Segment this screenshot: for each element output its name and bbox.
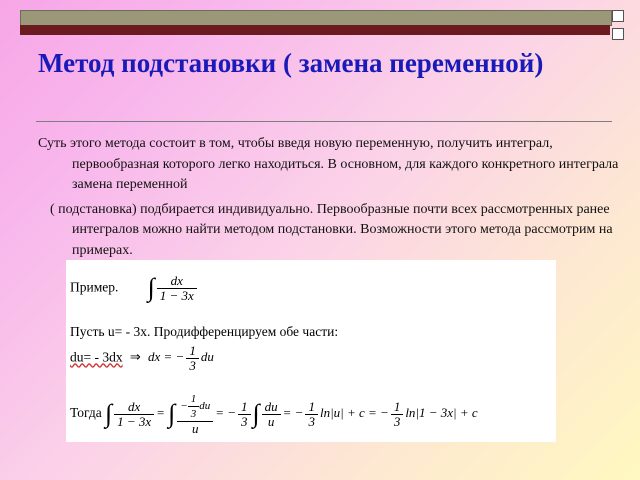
solution-row xyxy=(70,392,478,436)
header-bar-top xyxy=(20,10,612,26)
example-label: Пример. xyxy=(70,279,119,295)
header-square xyxy=(612,28,624,40)
example-integral: ∫ $\frac{dx}{1 - 3x}$ xyxy=(148,279,199,294)
then-label: Тогда xyxy=(70,404,102,420)
header-squares xyxy=(612,10,636,46)
header-square xyxy=(612,10,624,22)
example-box xyxy=(66,260,556,442)
substitution-line: Пусть u= - 3x. Продифференцируем обе части: xyxy=(70,324,339,339)
body-paragraph-2: ( подстановка) подбирается индивидуально. Первообразные почти всех рассмотренных ранее интегралов можно найти методом подстановки. Возможности этого метода рассмотрим на примерах. xyxy=(50,201,613,258)
solution-formula: ∫ $\frac{dx}{1 - 3x}$ = ∫ − $\frac{1}{3}$ du u = − $\frac{1}{3}$ ∫ $\frac{du}{u}$ = − $\frac{1}{3}$ ln|u| + c = − $\frac{1}{3}$ ln|1 − 3x| + c xyxy=(104,393,478,436)
title-divider xyxy=(36,121,612,122)
slide-title: Метод подстановки ( замена переменной) xyxy=(38,48,544,78)
example-row-1 xyxy=(70,274,199,303)
dx-expression: dx = − $\frac{1}{3}$ du xyxy=(148,343,214,373)
body-paragraph-1: Суть этого метода состоит в том, чтобы введя новую переменную, получить интеграл, первообразная которого легко находиться. В основном, для каждого конкретного интеграла замена переменной xyxy=(38,136,619,192)
differential-row: du= - 3dx ⇒ dx = − $\frac{1}{3}$ du xyxy=(70,343,214,373)
slide-body xyxy=(38,134,628,261)
header-bar-bottom xyxy=(20,25,610,35)
du-text: du= - 3dx xyxy=(70,349,123,365)
